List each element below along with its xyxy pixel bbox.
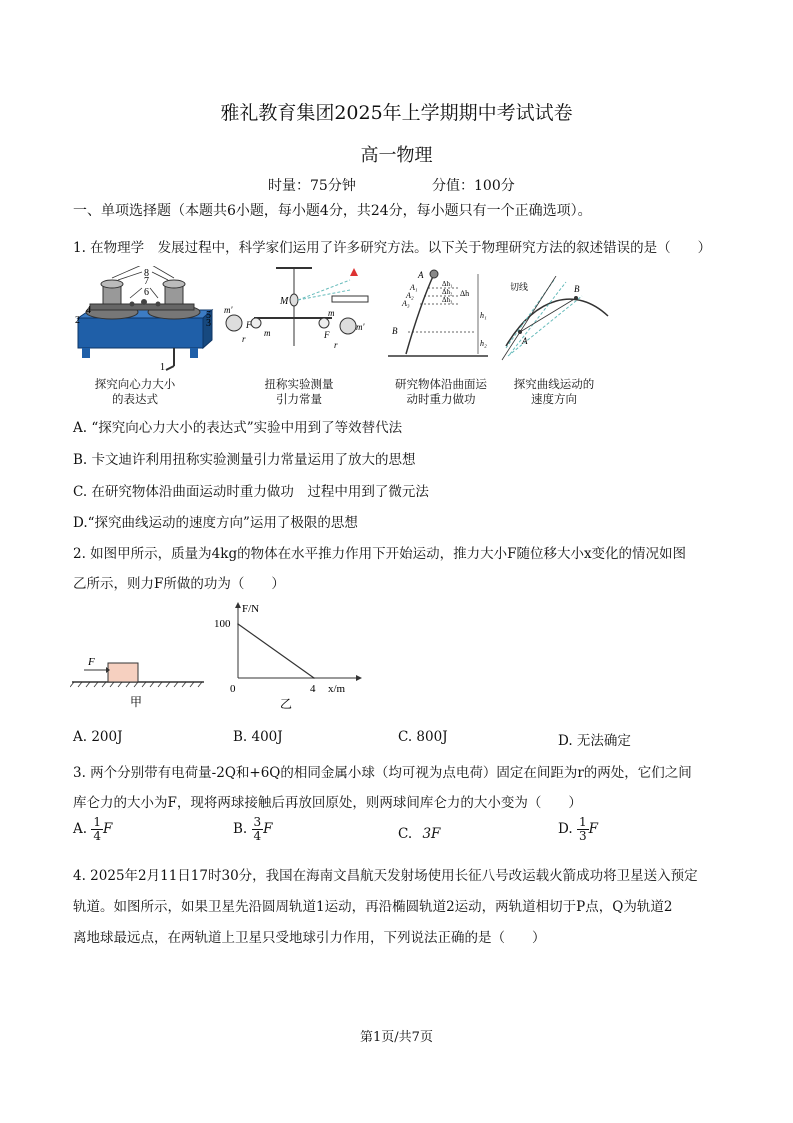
fig2-jia-caption: 甲 [130,695,143,709]
fx-chart-caption: 乙 [280,697,293,710]
q3-option-b-fraction: $\frac{3}{4}$ [253,815,262,843]
fx-chart-point [313,677,315,679]
fig1d-label-tangent: 切线 [510,282,529,292]
caption-centripetal: 探究向心力大小 的表达式 [94,377,176,406]
caption-curved-surface: 研究物体沿曲面运 动时重力做功 [395,377,487,406]
fig1c-label-A: A [418,270,424,280]
q3-option-d-fraction: $\frac{1}{3}$ [578,815,587,843]
centripetal-apparatus-figure [70,266,220,374]
fig1a-label-3: 3 [206,318,211,329]
fig1b-label-r1: r [242,334,246,344]
q2-option-c[interactable]: C. 800J [398,729,448,745]
fx-chart-x-tick: 4 [310,683,316,695]
fig1b-label-r2: r [334,340,338,350]
fig2-jia-diagram [70,650,210,710]
question-4-stem-line1: 4. 2025年2月11日17时30分，我国在海南文昌航天发射场使用长征八号改运载火箭成功将卫星送入预定 [73,868,698,884]
fig1a-label-2: 2 [75,315,80,326]
q1-option-b[interactable]: B. 卡文迪许利用扭称实验测量引力常量运用了放大的思想 [73,452,416,468]
fx-chart-xlabel: x/m [328,683,346,695]
torsion-balance-figure [224,266,374,374]
fig1c-label-dh2: Δh₂ [442,288,453,296]
curved-surface-figure [384,266,494,374]
caption-torsion: 扭称实验测量 引力常量 [264,377,334,406]
tangent-direction-figure [496,276,616,374]
fig1c-label-B: B [392,326,398,336]
question-2-stem-line1: 2. 如图甲所示，质量为4kg的物体在水平推力作用下开始运动，推力大小F随位移大小x变化的情况如图 [73,546,687,562]
q1-option-d[interactable]: D.“探究曲线运动的速度方向”运用了极限的思想 [73,515,358,531]
fig1a-label-1: 1 [160,362,165,373]
fig1a-label-7: 7 [144,276,149,287]
q1-option-a[interactable]: A. “探究向心力大小的表达式”实验中用到了等效替代法 [73,420,403,436]
question-3-stem-line1: 3. 两个分别带有电荷量-2Q和+6Q的相同金属小球（均可视为点电荷）固定在间距为r的两处，它们之间 [73,765,692,781]
fig1a-label-5: 5 [206,310,211,321]
fig1d-label-A: A [522,336,528,346]
fig1b-label-M: M [280,296,289,307]
fig1b-label-m1: m' [224,305,233,315]
fx-chart-point [237,623,239,625]
q2-option-d[interactable]: D. 无法确定 [558,733,631,749]
fig1c-label-dh3: Δh₃ [442,296,453,304]
fig1a-label-4: 4 [86,305,91,316]
q1-option-c[interactable]: C. 在研究物体沿曲面运动时重力做功 过程中用到了微元法 [73,484,429,500]
fig1d-label-B: B [574,284,580,294]
question-1-stem: 1. 在物理学 发展过程中，科学家们运用了许多研究方法。以下关于物理研究方法的叙述错误的是（ ） [73,240,712,256]
fx-chart [208,600,368,710]
x-axis-arrow-icon [356,675,362,681]
question-3-stem-line2: 库仑力的大小为F，现将两球接触后再放回原处，则两球间库仑力的大小变为（ ） [73,795,582,811]
time-label: 时量：75分钟 [268,178,356,194]
fig2-jia-force-label: F [88,656,95,668]
fx-chart-ylabel: F/N [242,603,260,615]
question-2-stem-line2: 乙所示，则力F所做的功为（ ） [73,576,285,592]
fig1a-label-6: 6 [144,287,149,298]
fx-chart-y-tick: 100 [214,618,231,630]
q3-option-a-fraction: $\frac{1}{4}$ [93,815,101,843]
question-4-stem-line3: 离地球最远点，在两轨道上卫星只受地球引力作用，下列说法正确的是（ ） [73,930,546,946]
q2-option-b[interactable]: B. 400J [233,729,283,745]
fig1c-label-dh: Δh [460,289,470,298]
fig1c-label-dh1: Δh₁ [442,280,453,288]
fx-chart-origin: 0 [230,683,236,695]
fig1b-label-F1: F [246,320,252,330]
question-4-stem-line2: 轨道。如图所示，如果卫星先沿圆周轨道1运动，再沿椭圆轨道2运动，两轨道相切于P点，Q为轨道2 [73,899,673,915]
score-label: 分值：100分 [432,178,515,194]
page-footer: 第1页/共7页 [360,1030,433,1045]
caption-tangent: 探究曲线运动的 速度方向 [513,377,595,406]
q3-option-a[interactable]: A. $\frac{1}{4}$ F [73,815,113,843]
q3-option-b[interactable]: B. $\frac{3}{4}$ F [233,815,273,843]
fig1c-label-h1: h₁ [480,311,487,320]
subject-title: 高一物理 [360,145,433,166]
fig1b-label-F2: F [324,330,330,340]
section-heading: 一、单项选择题（本题共6小题，每小题4分，共24分，每小题只有一个正确选项）。 [73,203,592,219]
q3-option-d[interactable]: D. $\frac{1}{3}$ F [558,815,598,843]
exam-title: 雅礼教育集团2025年上学期期中考试试卷 [220,102,573,124]
fig1c-label-A1: A₁ [410,283,418,292]
fig1b-label-m2: m' [356,322,365,332]
fx-chart-series-line [238,624,314,678]
fig1c-label-h2: h₂ [480,339,487,348]
y-axis-arrow-icon [235,602,241,608]
q2-option-a[interactable]: A. 200J [73,729,123,745]
fig1a-label-8: 8 [144,268,149,279]
fig1c-label-A2: A₂ [406,291,414,300]
fig1b-label-m3: m [264,328,271,338]
q3-option-c[interactable]: C. 3F [398,826,441,842]
fig1c-label-A3: A₃ [402,299,410,308]
fig1b-label-m4: m [328,308,335,318]
